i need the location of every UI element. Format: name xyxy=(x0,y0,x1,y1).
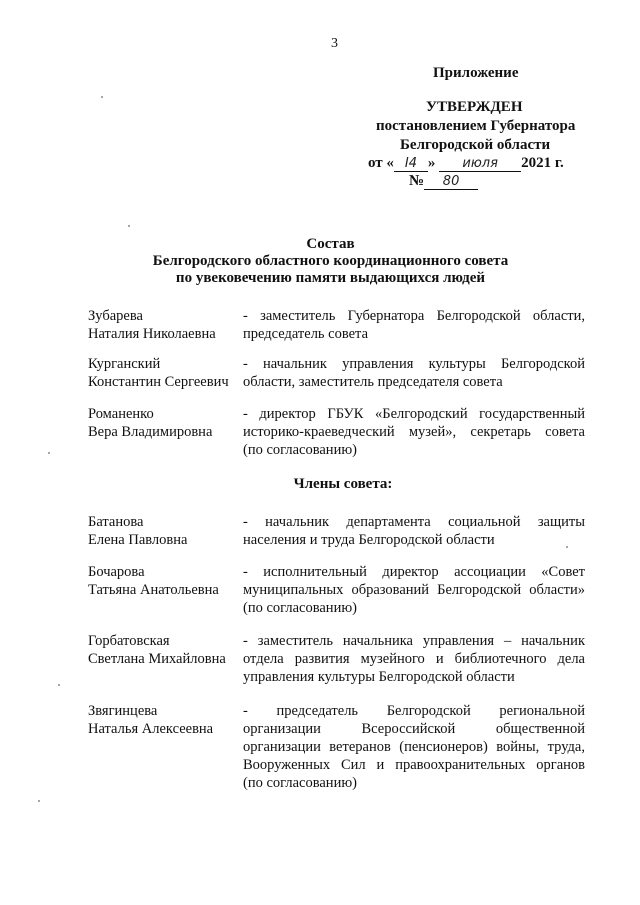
person-name xyxy=(88,355,238,391)
person-given-name: Светлана Михайловна xyxy=(88,651,226,667)
document-heading xyxy=(0,236,640,287)
person-name xyxy=(88,405,238,441)
scan-speck xyxy=(128,225,130,227)
person-position xyxy=(243,563,585,617)
person-position xyxy=(243,632,585,686)
person-given-name: Наталия Николаевна xyxy=(88,326,216,342)
approval-month: июля xyxy=(439,156,521,172)
heading-line-1: Состав xyxy=(306,236,355,252)
person-given-name: Елена Павловна xyxy=(88,532,188,548)
person-position xyxy=(243,702,585,792)
person-name xyxy=(88,307,238,343)
position-line: (по согласованию) xyxy=(243,775,357,791)
person-surname: Бочарова xyxy=(88,564,145,580)
person-position xyxy=(243,513,585,549)
person-given-name: Татьяна Анатольевна xyxy=(88,582,219,598)
heading-line-2: Белгородского областного координационного совета xyxy=(152,253,509,269)
position-line: отдела развития музейного и библиотечного дела xyxy=(243,651,585,667)
position-line: - заместитель Губернатора Белгородской области, xyxy=(243,308,585,324)
position-line: (по согласованию) xyxy=(243,442,357,458)
members-title-text: Члены совета: xyxy=(293,476,393,492)
position-line: Вооруженных Сил и правоохранительных органов xyxy=(243,757,585,773)
approval-number: 80 xyxy=(424,174,478,190)
person-surname: Зубарева xyxy=(88,308,143,324)
scan-speck xyxy=(566,546,568,548)
position-line: историко-краеведческий музей», секретарь совета xyxy=(243,424,585,440)
person-surname: Горбатовская xyxy=(88,633,170,649)
position-line: (по согласованию) xyxy=(243,600,357,616)
person-position xyxy=(243,405,585,459)
position-line: - исполнительный директор ассоциации «Совет xyxy=(243,564,585,580)
person-position xyxy=(243,307,585,343)
person-name xyxy=(88,632,238,668)
position-line: муниципальных образований Белгородской области» xyxy=(243,582,585,598)
scan-speck xyxy=(48,452,50,454)
position-line: - начальник управления культуры Белгородской xyxy=(243,356,585,372)
page-number: 3 xyxy=(331,36,338,51)
approval-day: I4 xyxy=(394,156,428,172)
person-position xyxy=(243,355,585,391)
date-mid: » xyxy=(427,155,436,171)
position-line: области, заместитель председателя совета xyxy=(243,374,503,390)
position-line: организации Всероссийской общественной xyxy=(243,721,585,737)
approved-by-line: постановлением Губернатора xyxy=(376,118,576,134)
heading-line-3: по увековечению памяти выдающихся людей xyxy=(175,270,486,286)
position-line: населения и труда Белгородской области xyxy=(243,532,495,548)
members-title xyxy=(0,476,640,493)
date-prefix: от « xyxy=(368,155,394,171)
scan-speck xyxy=(58,684,60,686)
person-given-name: Наталья Алексеевна xyxy=(88,721,214,737)
number-prefix: № xyxy=(409,173,425,189)
person-name xyxy=(88,513,238,549)
position-line: - директор ГБУК «Белгородский государственный xyxy=(243,406,585,422)
approval-number-line xyxy=(409,172,478,191)
position-line: - председатель Белгородской региональной xyxy=(243,703,585,719)
approved-label: УТВЕРЖДЕН xyxy=(426,99,523,115)
position-line: управления культуры Белгородской области xyxy=(243,669,515,685)
approval-date-line xyxy=(368,154,564,173)
appendix-label: Приложение xyxy=(433,65,519,81)
person-given-name: Константин Сергеевич xyxy=(88,374,229,390)
approval-year: 2021 г. xyxy=(521,155,564,171)
person-surname: Батанова xyxy=(88,514,144,530)
approved-region-line: Белгородской области xyxy=(400,137,551,153)
person-surname: Курганский xyxy=(88,356,161,372)
position-line: организации ветеранов (пенсионеров) войны, труда, xyxy=(243,739,585,755)
person-name xyxy=(88,563,238,599)
person-surname: Романенко xyxy=(88,406,154,422)
person-name xyxy=(88,702,238,738)
position-line: председатель совета xyxy=(243,326,369,342)
scan-speck xyxy=(38,800,40,802)
position-line: - заместитель начальника управления – начальник xyxy=(243,633,585,649)
person-given-name: Вера Владимировна xyxy=(88,424,213,440)
scan-speck xyxy=(101,96,103,98)
person-surname: Звягинцева xyxy=(88,703,158,719)
position-line: - начальник департамента социальной защиты xyxy=(243,514,585,530)
